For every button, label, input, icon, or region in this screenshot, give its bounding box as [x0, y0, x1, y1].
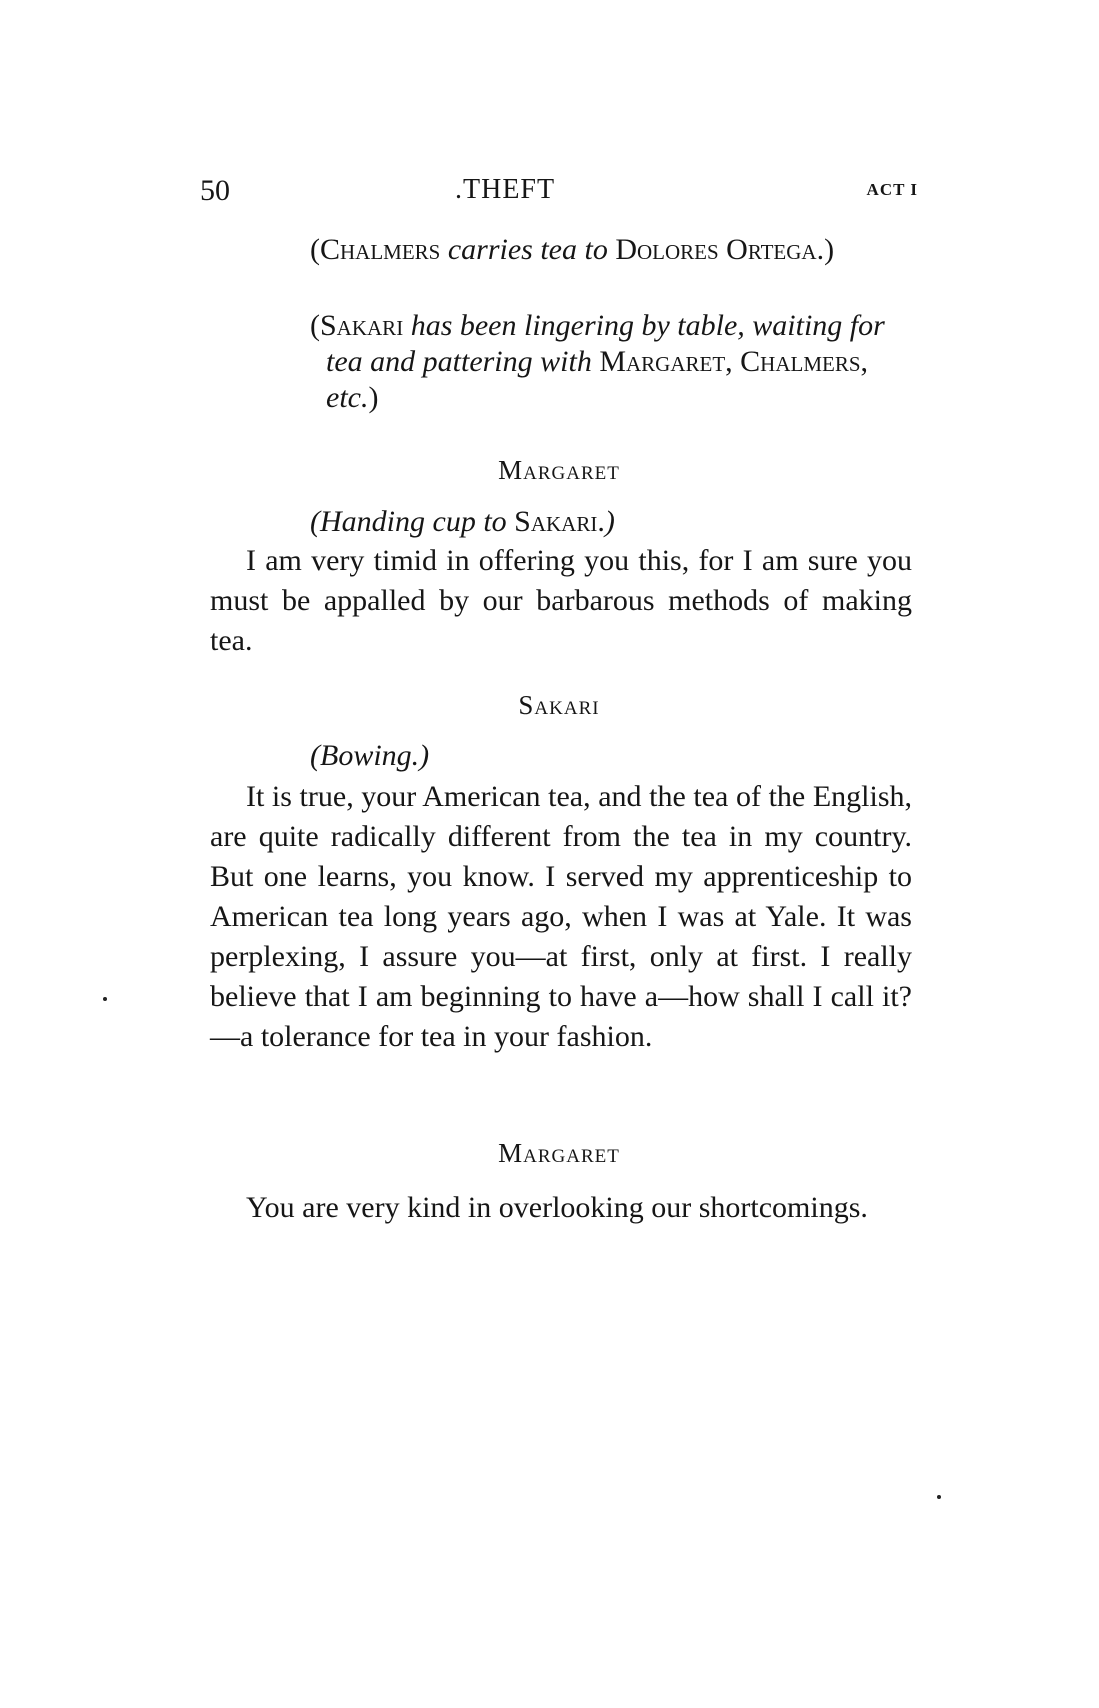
stage-direction-sakari: (Sakari has been lingering by table, waiting for tea and pattering with Margaret, Chalmers, etc.) [310, 309, 885, 414]
direction-bowing: (Bowing.) [310, 739, 430, 772]
speech-sakari: It is true, your American tea, and the tea of the English, are quite radically different from the tea in my country. But one learns, you know. I served my apprenticeship to American tea long years ago, when I was at Yale. It was perplexing, I assure you—at first, only at first. I really believe that I am beginning to have a—how shall I call it?—a tolerance for tea in your fashion. [210, 780, 912, 1053]
print-speck [937, 1495, 941, 1499]
act-label: ACT I [866, 180, 918, 199]
page-number: 50 [200, 174, 230, 207]
speaker-sakari: Sakari [518, 690, 600, 720]
character-name: Sakari [320, 309, 404, 342]
character-name: Margaret, Chalmers, [599, 345, 869, 378]
running-header [200, 174, 918, 214]
speech-margaret-1: I am very timid in offering you this, for I am sure you must be appalled by our barbarous methods of making tea. [210, 544, 912, 657]
print-speck [103, 997, 107, 1001]
direction-handing-cup: (Handing cup to Sakari.) [310, 505, 615, 538]
character-name: Dolores Ortega. [615, 233, 825, 266]
speech-margaret-2: You are very kind in overlooking our shortcomings. [246, 1191, 868, 1224]
stage-direction-chalmers: (Chalmers carries tea to Dolores Ortega.) [310, 233, 835, 266]
character-name: Chalmers [320, 233, 441, 266]
speaker-margaret: Margaret [498, 455, 620, 485]
speaker-margaret: Margaret [498, 1138, 620, 1168]
running-title: .THEFT [455, 174, 556, 205]
